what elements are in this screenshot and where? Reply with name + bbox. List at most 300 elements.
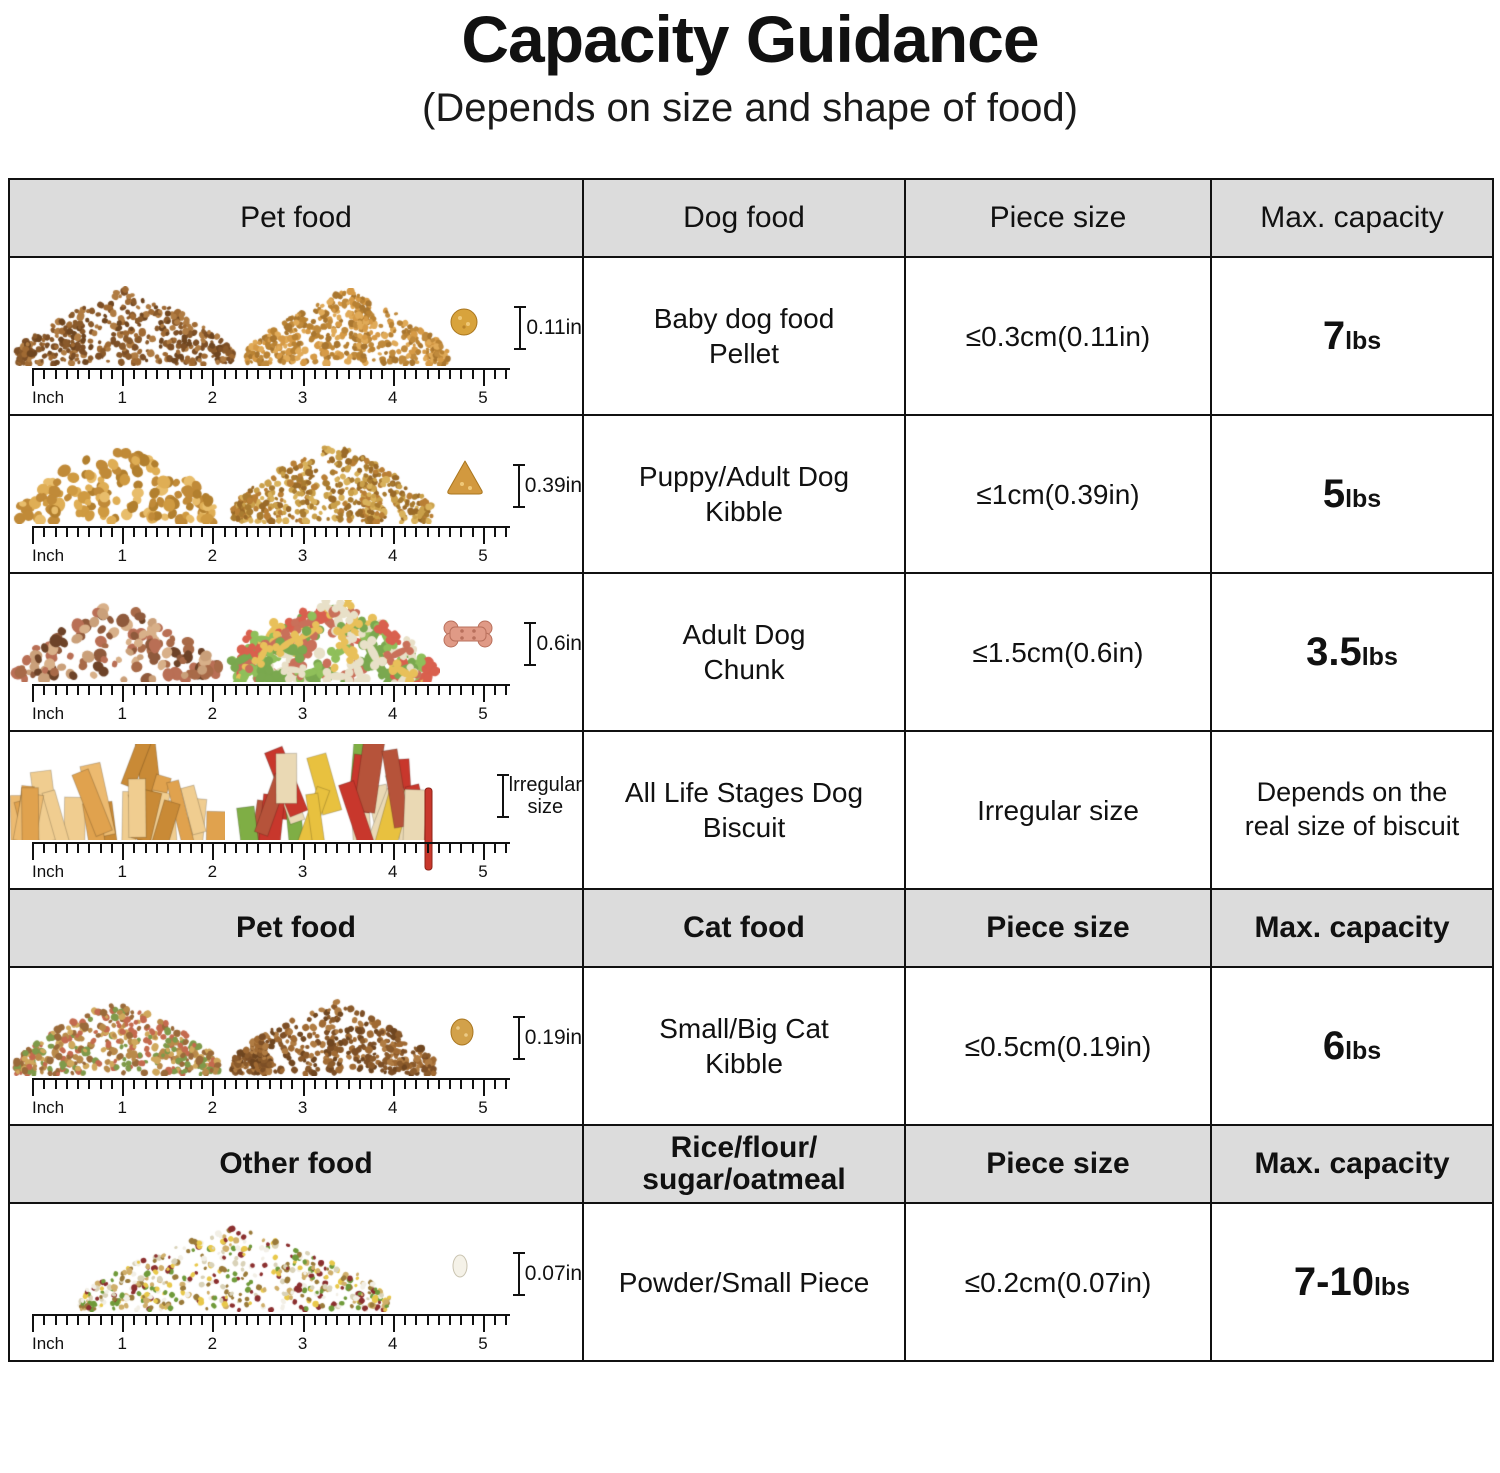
ruler-tick: [404, 1080, 406, 1089]
ruler-tick: [303, 844, 305, 860]
ruler-tick: [381, 1316, 383, 1325]
ruler-tick: [438, 686, 440, 695]
ruler-tick: [66, 1080, 68, 1089]
ruler-tick: [404, 844, 406, 853]
ruler-tick: [325, 686, 327, 695]
inch-ruler: [32, 684, 510, 730]
ruler-tick: [66, 686, 68, 695]
ruler-label: 3: [297, 388, 308, 407]
food-type-line: Puppy/Adult Dog: [638, 461, 850, 492]
ruler-tick: [145, 370, 147, 379]
ruler-tick: [415, 370, 417, 379]
ruler-tick: [190, 686, 192, 695]
page-subtitle: (Depends on size and shape of food): [422, 86, 1078, 130]
ruler-tick: [32, 1316, 34, 1332]
ruler-tick: [449, 528, 451, 537]
ruler-tick: [314, 1080, 316, 1089]
ruler-tick: [269, 1316, 271, 1325]
ruler-tick: [190, 1316, 192, 1325]
food-type-name: [583, 967, 905, 1125]
ruler-tick: [179, 1080, 181, 1089]
measurement-indicator: [518, 1252, 582, 1296]
ruler-tick: [280, 686, 282, 695]
food-type-line: Powder/Small Piece: [618, 1266, 870, 1298]
table-row: [9, 1203, 1493, 1361]
ruler-tick: [269, 370, 271, 379]
ruler-tick: [179, 370, 181, 379]
inch-ruler: [32, 368, 510, 414]
ruler-unit-label: Inch: [32, 1098, 65, 1117]
capacity-number: 5: [1322, 472, 1346, 516]
ruler-tick: [77, 528, 79, 537]
ruler-tick: [212, 686, 214, 702]
ruler-tick: [43, 844, 45, 853]
ruler-label: 5: [478, 862, 488, 881]
ruler-tick: [190, 370, 192, 379]
food-illustration-cell: [9, 257, 583, 415]
ruler-tick: [359, 844, 361, 853]
ruler-tick: [167, 844, 169, 853]
ruler-tick: [393, 370, 395, 386]
ruler-tick: [133, 1316, 135, 1325]
measure-bar-icon: [502, 774, 504, 818]
ruler-label: 2: [207, 1334, 218, 1353]
single-piece-sample: [442, 612, 486, 656]
header-dog-food: Dog food: [583, 179, 905, 257]
food-pile-right: [225, 732, 440, 840]
ruler-label: 2: [207, 546, 218, 565]
ruler-tick: [212, 1316, 214, 1332]
ruler-tick: [415, 686, 417, 695]
capacity-unit: lbs: [1373, 1273, 1411, 1301]
ruler-tick: [348, 1316, 350, 1325]
ruler-tick: [246, 844, 248, 853]
ruler-tick: [100, 528, 102, 537]
ruler-tick: [190, 1080, 192, 1089]
ruler-tick: [179, 686, 181, 695]
ruler-tick: [460, 844, 462, 853]
max-capacity-value: [1211, 1203, 1493, 1361]
ruler-tick: [77, 1080, 79, 1089]
ruler-tick: [404, 528, 406, 537]
measurement-indicator: [502, 774, 582, 818]
ruler-tick: [167, 1316, 169, 1325]
inch-ruler: [32, 526, 510, 572]
max-capacity-value: [1211, 415, 1493, 573]
ruler-tick: [348, 1080, 350, 1089]
food-pile-grains: [70, 1204, 400, 1312]
ruler-tick: [55, 1316, 57, 1325]
food-pile-left: [10, 1204, 70, 1312]
ruler-tick: [111, 1080, 113, 1089]
food-illustration-cell: [9, 967, 583, 1125]
ruler-tick: [100, 1316, 102, 1325]
ruler-tick: [314, 528, 316, 537]
ruler-tick: [55, 528, 57, 537]
single-piece-sample: [446, 1242, 490, 1286]
ruler-tick: [438, 370, 440, 379]
ruler-tick: [201, 844, 203, 853]
measure-bar-icon: [529, 622, 531, 666]
ruler-tick: [122, 844, 124, 860]
ruler-label: 4: [388, 1334, 398, 1353]
food-type-line: Kibble: [705, 496, 783, 527]
ruler-tick: [257, 844, 259, 853]
ruler-tick: [483, 686, 485, 702]
ruler-tick: [393, 844, 395, 860]
ruler-tick: [280, 370, 282, 379]
ruler-tick: [257, 528, 259, 537]
measure-label-line: size: [527, 796, 564, 818]
ruler-tick: [122, 370, 124, 386]
ruler-tick: [336, 844, 338, 853]
food-type-name: [583, 415, 905, 573]
ruler-tick: [145, 1316, 147, 1325]
piece-size-value: ≤0.3cm(0.11in): [905, 257, 1211, 415]
measure-label-line: lrregular: [508, 774, 582, 796]
ruler-label: 1: [117, 388, 127, 407]
ruler-tick: [156, 370, 158, 379]
ruler-tick: [145, 686, 147, 695]
food-samples: [10, 258, 582, 366]
ruler-tick: [415, 1080, 417, 1089]
ruler-label: 3: [297, 704, 308, 723]
measure-label: [509, 774, 582, 818]
table-row: [9, 415, 1493, 573]
ruler-tick: [393, 686, 395, 702]
ruler-tick: [280, 1080, 282, 1089]
food-samples: [10, 574, 582, 682]
ruler-tick: [167, 528, 169, 537]
header-max-capacity: Max. capacity: [1211, 889, 1493, 967]
food-samples: [10, 968, 582, 1076]
ruler-tick: [404, 1316, 406, 1325]
ruler-tick: [370, 1316, 372, 1325]
ruler-tick: [224, 1316, 226, 1325]
ruler-tick: [77, 844, 79, 853]
ruler-tick: [381, 370, 383, 379]
ruler-tick: [303, 528, 305, 544]
ruler-label: 2: [207, 704, 218, 723]
ruler-label: 5: [478, 704, 488, 723]
ruler-tick: [88, 1080, 90, 1089]
ruler-tick: [190, 528, 192, 537]
ruler-tick: [359, 1080, 361, 1089]
ruler-label: 4: [388, 546, 398, 565]
ruler-tick: [179, 844, 181, 853]
ruler-label: 5: [478, 388, 488, 407]
capacity-unit: lbs: [1345, 327, 1382, 355]
food-pile-right: [225, 574, 440, 682]
ruler-tick: [122, 1080, 124, 1096]
ruler-tick: [348, 844, 350, 853]
food-pile-right: [225, 416, 440, 524]
ruler-tick: [77, 1316, 79, 1325]
page-header: [0, 0, 1500, 128]
ruler-tick: [43, 686, 45, 695]
ruler-unit-label: Inch: [32, 704, 65, 723]
inch-ruler: [32, 842, 510, 888]
piece-size-value: ≤0.5cm(0.19in): [905, 967, 1211, 1125]
piece-size-value: ≤1.5cm(0.6in): [905, 573, 1211, 731]
ruler-tick: [427, 1080, 429, 1089]
ruler-tick: [325, 844, 327, 853]
ruler-tick: [156, 1316, 158, 1325]
ruler-tick: [427, 528, 429, 537]
ruler-tick: [348, 528, 350, 537]
ruler-unit-label: Inch: [32, 546, 65, 565]
measurement-indicator: [518, 464, 582, 508]
ruler-tick: [190, 844, 192, 853]
header-line: Rice/flour/: [670, 1130, 818, 1164]
ruler-tick: [393, 528, 395, 544]
ruler-tick: [494, 1316, 496, 1325]
ruler-tick: [55, 686, 57, 695]
ruler-tick: [314, 686, 316, 695]
max-capacity-value: [1211, 731, 1493, 889]
ruler-tick: [472, 1316, 474, 1325]
ruler-tick: [66, 528, 68, 537]
ruler-tick: [88, 844, 90, 853]
header-cat-food: Cat food: [583, 889, 905, 967]
ruler-tick: [269, 528, 271, 537]
ruler-tick: [156, 844, 158, 853]
measure-label: 0.11in: [526, 316, 582, 340]
ruler-tick: [359, 686, 361, 695]
header-max-capacity: Max. capacity: [1211, 1125, 1493, 1203]
ruler-tick: [483, 844, 485, 860]
ruler-tick: [246, 1080, 248, 1089]
ruler-tick: [212, 844, 214, 860]
ruler-label: 1: [117, 1098, 127, 1117]
ruler-tick: [325, 1080, 327, 1089]
ruler-tick: [381, 844, 383, 853]
ruler-tick: [269, 1080, 271, 1089]
ruler-tick: [483, 1080, 485, 1096]
capacity-number: 6: [1322, 1024, 1346, 1068]
ruler-tick: [314, 1316, 316, 1325]
ruler-tick: [55, 370, 57, 379]
ruler-tick: [43, 1316, 45, 1325]
capacity-number: 3.5: [1306, 630, 1362, 674]
ruler-unit-label: Inch: [32, 862, 65, 881]
food-pile-left: [10, 574, 225, 682]
food-type-line: Small/Big Cat: [659, 1013, 829, 1044]
header-other-food: Other food: [9, 1125, 583, 1203]
food-pile-left: [10, 732, 225, 840]
food-illustration-cell: [9, 1203, 583, 1361]
ruler-tick: [303, 370, 305, 386]
ruler-tick: [55, 1080, 57, 1089]
header-piece-size: Piece size: [905, 889, 1211, 967]
food-type-name: [583, 573, 905, 731]
ruler-tick: [145, 844, 147, 853]
ruler-tick: [235, 1316, 237, 1325]
ruler-tick: [291, 528, 293, 537]
ruler-tick: [201, 1316, 203, 1325]
ruler-tick: [449, 844, 451, 853]
food-type-line: All Life Stages Dog: [624, 777, 864, 808]
ruler-tick: [111, 370, 113, 379]
ruler-tick: [88, 1316, 90, 1325]
single-piece-sample: [420, 786, 464, 830]
capacity-text-line: real size of biscuit: [1244, 811, 1460, 841]
ruler-tick: [32, 370, 34, 386]
ruler-tick: [133, 1080, 135, 1089]
ruler-tick: [370, 686, 372, 695]
ruler-tick: [494, 1080, 496, 1089]
ruler-tick: [167, 1080, 169, 1089]
ruler-label: 5: [478, 1334, 488, 1353]
ruler-tick: [224, 370, 226, 379]
ruler-tick: [100, 686, 102, 695]
ruler-tick: [291, 844, 293, 853]
ruler-tick: [111, 844, 113, 853]
ruler-tick: [370, 370, 372, 379]
ruler-tick: [167, 370, 169, 379]
ruler-tick: [257, 686, 259, 695]
ruler-tick: [291, 1316, 293, 1325]
ruler-tick: [291, 686, 293, 695]
ruler-tick: [460, 370, 462, 379]
ruler-label: 2: [207, 1098, 218, 1117]
ruler-tick: [393, 1080, 395, 1096]
ruler-tick: [66, 370, 68, 379]
max-capacity-value: [1211, 573, 1493, 731]
ruler-tick: [88, 686, 90, 695]
ruler-tick: [505, 686, 507, 695]
ruler-tick: [179, 528, 181, 537]
ruler-tick: [145, 528, 147, 537]
measure-label: 0.07in: [524, 1262, 582, 1286]
ruler-tick: [224, 528, 226, 537]
ruler-tick: [404, 686, 406, 695]
ruler-tick: [427, 1316, 429, 1325]
ruler-tick: [43, 1080, 45, 1089]
ruler-tick: [303, 1080, 305, 1096]
ruler-tick: [460, 686, 462, 695]
ruler-tick: [212, 370, 214, 386]
ruler-label: 3: [297, 862, 308, 881]
food-type-line: Kibble: [705, 1048, 783, 1079]
ruler-tick: [55, 844, 57, 853]
section-header-dog: [9, 179, 1493, 257]
inch-ruler: [32, 1314, 510, 1360]
ruler-tick: [427, 844, 429, 853]
ruler-label: 4: [388, 1098, 398, 1117]
ruler-tick: [505, 528, 507, 537]
ruler-tick: [133, 686, 135, 695]
table-row: [9, 573, 1493, 731]
capacity-table: [8, 178, 1494, 1362]
ruler-tick: [235, 844, 237, 853]
ruler-tick: [212, 528, 214, 544]
header-pet-food: Pet food: [9, 889, 583, 967]
ruler-tick: [415, 1316, 417, 1325]
food-pile-left: [10, 968, 225, 1076]
ruler-label: 1: [117, 1334, 127, 1353]
ruler-tick: [32, 686, 34, 702]
ruler-tick: [122, 1316, 124, 1332]
ruler-tick: [314, 370, 316, 379]
ruler-tick: [235, 370, 237, 379]
ruler-tick: [156, 686, 158, 695]
ruler-label: 5: [478, 546, 488, 565]
ruler-tick: [505, 844, 507, 853]
ruler-tick: [145, 1080, 147, 1089]
ruler-label: 3: [297, 1098, 308, 1117]
food-pile-left: [10, 416, 225, 524]
ruler-tick: [257, 1080, 259, 1089]
ruler-tick: [167, 686, 169, 695]
measure-bar-icon: [518, 464, 520, 508]
ruler-tick: [483, 528, 485, 544]
ruler-tick: [100, 370, 102, 379]
ruler-tick: [291, 370, 293, 379]
ruler-label: 2: [207, 862, 218, 881]
measurement-indicator: [518, 1016, 582, 1060]
ruler-tick: [201, 528, 203, 537]
ruler-tick: [438, 844, 440, 853]
ruler-label: 2: [207, 388, 218, 407]
measurement-indicator: [529, 622, 582, 666]
measure-bar-icon: [519, 306, 521, 350]
ruler-tick: [257, 370, 259, 379]
food-pile-right: [225, 968, 440, 1076]
ruler-tick: [336, 686, 338, 695]
ruler-tick: [224, 686, 226, 695]
ruler-tick: [122, 528, 124, 544]
ruler-tick: [100, 844, 102, 853]
ruler-tick: [404, 370, 406, 379]
ruler-tick: [235, 1080, 237, 1089]
ruler-tick: [246, 1316, 248, 1325]
ruler-tick: [111, 528, 113, 537]
ruler-tick: [43, 370, 45, 379]
measure-label: 0.39in: [524, 474, 582, 498]
ruler-tick: [415, 844, 417, 853]
food-illustration-cell: [9, 573, 583, 731]
ruler-tick: [449, 686, 451, 695]
food-illustration-cell: [9, 731, 583, 889]
capacity-number: 7-10: [1293, 1260, 1374, 1304]
ruler-tick: [179, 1316, 181, 1325]
ruler-label: 4: [388, 388, 398, 407]
ruler-label: 4: [388, 704, 398, 723]
ruler-tick: [325, 370, 327, 379]
ruler-tick: [415, 528, 417, 537]
food-type-line: Biscuit: [702, 812, 786, 843]
ruler-tick: [359, 370, 361, 379]
section-header-other: [9, 1125, 1493, 1203]
ruler-tick: [472, 844, 474, 853]
ruler-tick: [280, 844, 282, 853]
ruler-tick: [381, 686, 383, 695]
ruler-tick: [336, 1080, 338, 1089]
ruler-tick: [472, 528, 474, 537]
ruler-tick: [111, 1316, 113, 1325]
page-title: Capacity Guidance: [461, 2, 1039, 76]
ruler-tick: [224, 844, 226, 853]
measure-bar-icon: [518, 1016, 520, 1060]
header-rice-flour: [583, 1125, 905, 1203]
food-samples: [10, 416, 582, 524]
ruler-unit-label: Inch: [32, 1334, 65, 1353]
ruler-tick: [122, 686, 124, 702]
ruler-label: 3: [297, 1334, 308, 1353]
ruler-tick: [494, 370, 496, 379]
table-row: [9, 731, 1493, 889]
